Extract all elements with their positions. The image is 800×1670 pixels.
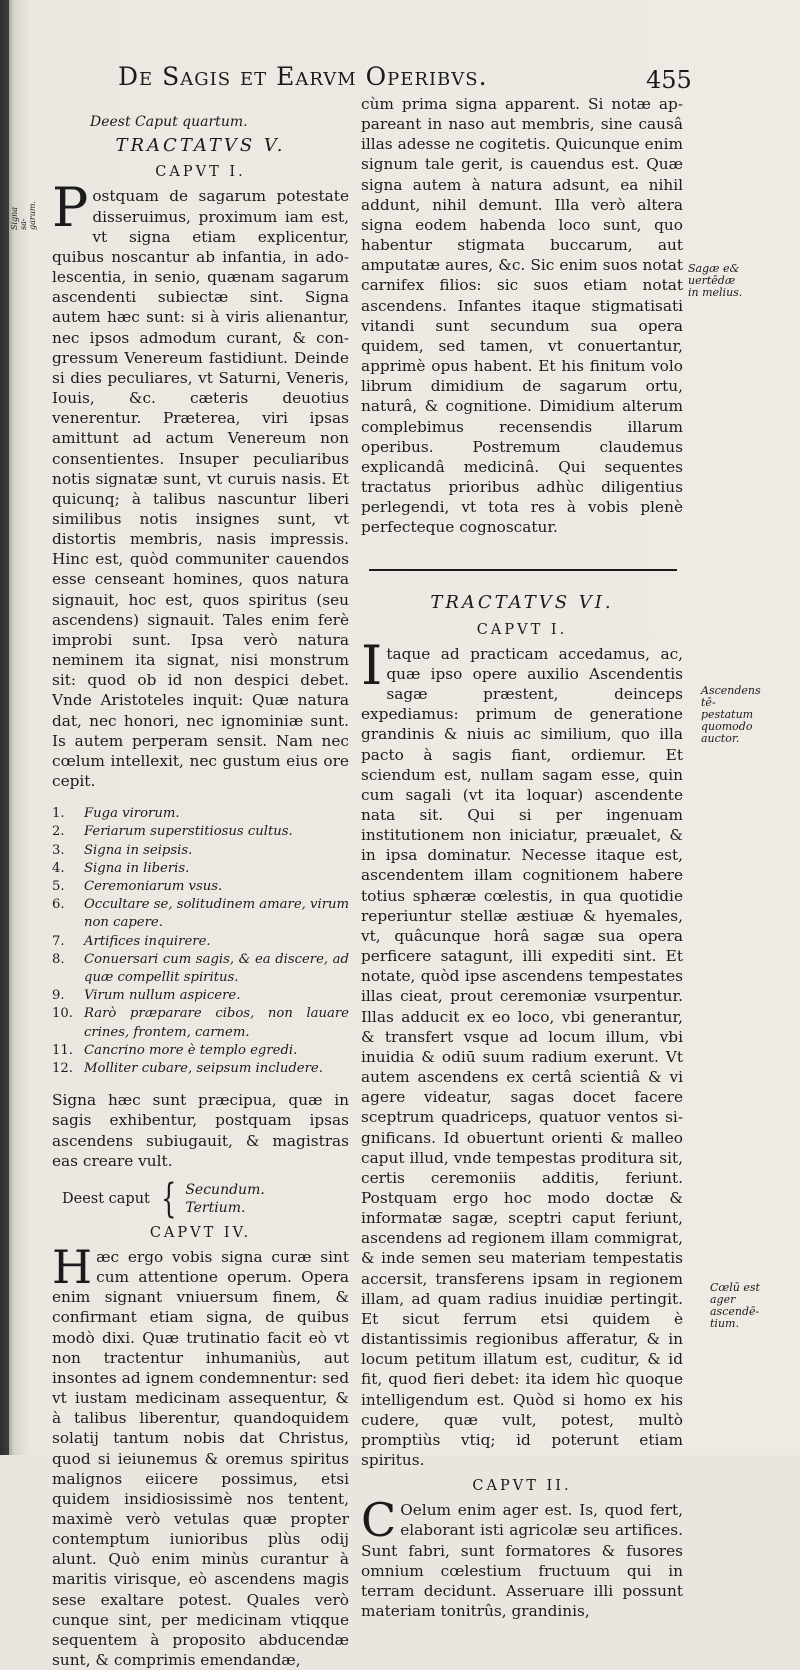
list-item: 11. Cancrino more è templo egredi. <box>52 1042 298 1058</box>
brace-glyph: { <box>160 1175 177 1222</box>
drop-cap: I <box>361 633 383 697</box>
tractatus-v-heading: TRACTATVS V. <box>115 135 286 157</box>
left-column <box>52 104 349 1670</box>
list-item: 6. Occultare se, solitudinem amare, virum non capere. <box>52 897 349 931</box>
paragraph-text: taque ad practicam accedamus, ac, quæ ipso opere auxilio Ascendentis sagæ præstent, deinceps expediamus: primum de generatione grandinis & niuis ac similium, quo illa pacto à sagis fiant, ordiemur. Et sciendum est, nullam sagam esse, quin cum sagali (vt ita loquar) ascendente nata sit. Qui si per ingenuam institutionem non iniciatur, præualet, & in ipsa dominatur. Necesse itaque est, ascendentem illam cognitionem habere totius sphæræ cœlestis, in qua quotidie reperiuntur stellæ æstiuæ & hyemales, vt, quâcunque horâ sagæ sua opera perficere satagunt, illi expediti sint. Et notate, quòd ipse ascendens tempestates illas cieat, prout ceremoniæ vsurpentur. Illas adducit ex eo loco, vbi generantur, & transfert vsque ad locum illum, vbi inuidia & odiū suum radium exerunt. Vt autem ascendens ex certâ scientiâ & vi agere videatur, sagas docet facere sceptrum quadriceps, quatuor ventos significans. Id obuertunt orienti & malleo caput illud, vnde tempestas proditura sit, certis ceremoniis additis, feriunt. Postquam ergo hoc modo doctæ & informatæ sagæ, sceptri caput feriunt, ascendens ad regionem illam commigrat, & inde semen seu materiam tempestatis accersit, transferens ipsam in regionem illam, ad quam radius inuidiæ pertingit. Et sicut ferrum etsi quidem è distantissimis regionibus afferatur, & in locum petitum illatum est, cuditur, & id fit, quod fieri debet: ita idem hìc quoque intelligendum est. Quòd si homo ex his cudere, quæ vult, potest, multò promptiùs vtiq; id poterunt etiam spiritus. <box>361 644 683 1469</box>
right-column <box>361 94 683 1621</box>
paragraph-signa-summary: Signa hæc sunt præcipua, quæ in sagis exhibentur, postquam ipsas ascendens subiugauit, & magistras eas creare vult. <box>52 1091 349 1170</box>
paragraph-text: æc ergo vobis signa curæ sint cum attentione operum. Opera enim signant vniuersum finem, & confirmant etiam signa, de quibus modò dixi. Quæ trutinatio facit eò vt non tractentur inhumaniùs, aut insontes ad ignem condemnentur: sed vt iustam medicinam assequentur, & à talibus liberentur, quandoquidem solatij tantum nobis dat Christus, quod si ieiunemus & oremus spiritus malignos eiicere possimus, etsi quidem insidiosissimè nos tentent, maximè verò vetulas quæ propter contemptum iunioribus plùs odij alunt. Quò enim minùs curantur à maritis virisque, eò ascendens magis sese exaltare potest. Quales verò cunque sint, per medicinam vtiqque sequentem à proposito abducendæ sunt, & comprimis emendandæ, <box>52 1247 349 1670</box>
margin-note-ascendens: Ascendens tēpestatum quomodo auctor. <box>701 684 761 745</box>
page-number: 455 <box>646 66 692 94</box>
list-item: 8. Conuersari cum sagis, & ea discere, ad quæ compellit spiritus. <box>52 951 349 985</box>
margin-note-coelum: Cœlū est ager ascendētium. <box>710 1281 760 1330</box>
list-item: 9. Virum nullum aspicere. <box>52 988 241 1004</box>
paragraph-cum-prima: cùm prima signa apparent. Si notæ appareant in naso aut membris, sine causâ illas adesse ne cogitetis. Quicunque enim signum tale gerit, is cauendus est. Quæ signa autem à natura adsunt, ea nihil addunt, nihil demunt. Illa verò altera signa eodem habenda loco sunt, quo habentur stigmata buccarum, aut amputatæ aures, &c. Sic enim suos notat carnifex filios: sic suos etiam notat ascendens. Infantes itaque stigmatisati vitandi sunt secundum sua opera quidem, sed tamen, vt conuertantur, apprimè opus habent. Et his finitum volo librum dimidium de sagarum ortu, naturâ, & cognitione. Dimidium alterum complebimus recensendis illarum operibus. Postremum claudemus explicandâ medicinâ. Qui sequentes tractatus prioribus adhùc diligentius perlegendi, vt tota res à vobis plenè perfecteque cognoscatur. <box>361 95 683 537</box>
binding-edge <box>0 0 9 1455</box>
caput-iv-heading: CAPVT IV. <box>149 1224 252 1241</box>
desunt-capita <box>62 1175 349 1222</box>
tractatus-vi-heading: TRACTATVS VI. <box>430 592 614 614</box>
paragraph-haec-ergo <box>52 1239 349 1670</box>
list-item: 3. Signa in seipsis. <box>52 842 193 858</box>
paragraph-signa-sagarum <box>52 176 349 791</box>
list-item: 7. Artifices inquirere. <box>52 933 211 949</box>
list-item: 5. Ceremoniarum vsus. <box>52 878 223 894</box>
drop-cap: C <box>361 1493 397 1548</box>
paragraph-coelum <box>361 1493 683 1621</box>
signs-list <box>52 805 349 1078</box>
desunt-items: Secundum. Tertium. <box>185 1181 265 1216</box>
margin-note-signa: Signa sagarum. <box>10 201 37 230</box>
margin-note-sagae: Sagæ e& uertēdæ in melius. <box>688 262 743 299</box>
list-item: 1. Fuga virorum. <box>52 806 180 822</box>
list-item: 12. Molliter cubare, seipsum includere. <box>52 1061 323 1076</box>
caput-i-heading: CAPVT I. <box>476 621 568 638</box>
paragraph-itaque <box>361 633 683 1470</box>
caput-i-heading: CAPVT I. <box>155 164 246 181</box>
section-divider <box>369 569 677 571</box>
drop-cap: P <box>52 176 89 240</box>
list-item: 10. Rarò præparare cibos, non lauare crines, frontem, carnem. <box>52 1006 349 1040</box>
list-item: 2. Feriarum superstitiosus cultus. <box>52 824 293 840</box>
deest-caput-quartum: Deest Caput quartum. <box>90 114 248 130</box>
paragraph-text: ostquam de sagarum potestate disseruimus, proximum iam est, vt signa etiam explicentur, quibus noscantur ab infantia, in adolescentia, in senio, quænam sagarum ascendenti subiectæ sint. Signa autem hæc sunt: si à viris alienantur, nec ipsos admodum curant, & congressum Venereum fastidiunt. Deinde si dies peculiares, vt Saturni, Veneris, Iouis, &c. cæteris deuotius venerentur. Præterea, viri ipsas amittunt ad actum Venereum non consentientes. Insuper peculiaribus notis signatæ sunt, vt curuis nasis. Et quicunq; à talibus nascuntur liberi similibus notis insignes sunt, vt distortis membris, nasis impressis. Hinc est, quòd communiter cauendos esse censeant homines, quos natura signauit, hoc est, quos spiritus (seu ascendens) signauit. Tales enim ferè improbi sunt. Ipsa verò natura neminem ita signat, nisi monstrum sit: quod ob id non despici debet. Vnde Aristoteles inquit: Quæ natura dat, nec honori, nec ignominiæ sunt. Is autem perperam sensit. Nam nec cœlum intellexit, nec gustum eius ore cepit. <box>52 187 349 790</box>
list-item: 4. Signa in liberis. <box>52 860 190 876</box>
caput-ii-heading: CAPVT II. <box>472 1478 572 1495</box>
running-head: De Sagis et Earvm Operibvs. <box>118 62 488 91</box>
desunt-label: Deest caput <box>62 1190 150 1207</box>
drop-cap: H <box>52 1239 93 1294</box>
paragraph-text: Oelum enim ager est. Is, quod fert, elaborant isti agricolæ seu artifices. Sunt fabri, sunt formatores & fusores omnium cœlestium fructuum qui in terram decidunt. Asseruare illi possunt materiam tonitrûs, grandinis, <box>361 1501 683 1621</box>
